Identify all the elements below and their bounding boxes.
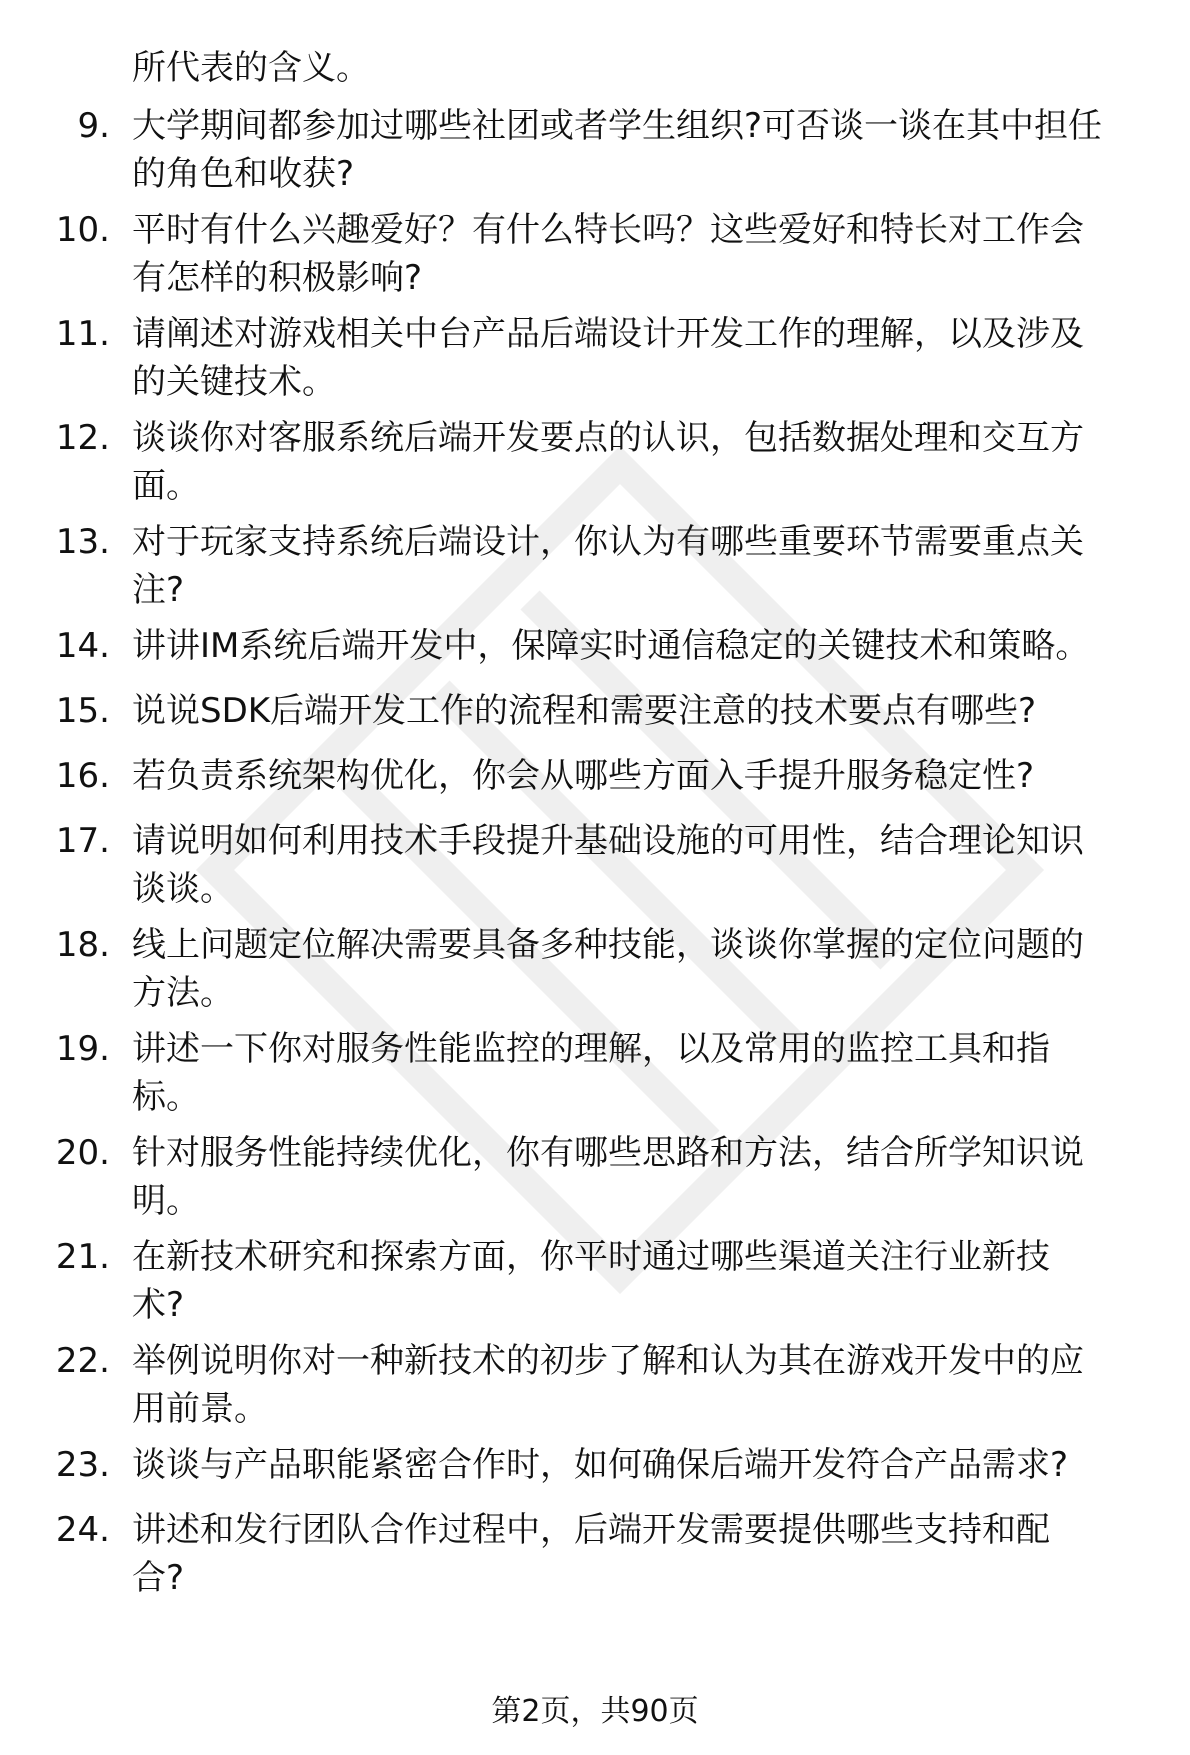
item-text-line: 举例说明你对一种新技术的初步了解和认为其在游戏开发中的应 — [132, 1341, 1084, 1381]
item-text — [132, 1506, 1162, 1602]
item-number: 17. — [55, 821, 110, 861]
item-text — [132, 1129, 1162, 1225]
item-text-line: 请阐述对游戏相关中台产品后端设计开发工作的理解，以及涉及 — [132, 314, 1084, 354]
item-text-line: 谈谈与产品职能紧密合作时，如何确保后端开发符合产品需求? — [132, 1445, 1069, 1485]
item-number: 11. — [55, 314, 110, 354]
item-text-line: 的角色和收获? — [132, 154, 355, 194]
item-number: 21. — [55, 1237, 110, 1277]
item-text — [132, 752, 1162, 800]
item-text — [132, 687, 1162, 735]
item-text-line: 方法。 — [132, 973, 234, 1013]
item-text — [132, 817, 1162, 913]
item-text-line: 谈谈你对客服系统后端开发要点的认识，包括数据处理和交互方 — [132, 418, 1084, 458]
item-number: 9. — [77, 106, 110, 146]
item-text-line: 注? — [132, 570, 185, 610]
item-text-line: 大学期间都参加过哪些社团或者学生组织?可否谈一谈在其中担任 — [132, 106, 1103, 146]
item-text-line: 线上问题定位解决需要具备多种技能，谈谈你掌握的定位问题的 — [132, 925, 1084, 965]
item-text — [132, 518, 1162, 614]
item-text-line: 术? — [132, 1285, 185, 1325]
item-text-line: 面。 — [132, 466, 200, 506]
item-number: 14. — [55, 626, 110, 666]
item-number: 13. — [55, 522, 110, 562]
item-text-line: 用前景。 — [132, 1389, 268, 1429]
item-text-line: 合? — [132, 1558, 185, 1598]
item-text-line: 请说明如何利用技术手段提升基础设施的可用性，结合理论知识 — [132, 821, 1084, 861]
item-number: 10. — [55, 210, 110, 250]
item-text-line: 明。 — [132, 1181, 200, 1221]
item-text-line: 在新技术研究和探索方面，你平时通过哪些渠道关注行业新技 — [132, 1237, 1050, 1277]
item-number: 20. — [55, 1133, 110, 1173]
continuation-text: 所代表的含义。 — [132, 48, 370, 88]
item-text — [132, 622, 1162, 670]
item-text-line: 标。 — [132, 1077, 200, 1117]
item-text — [132, 1025, 1162, 1121]
item-text-line: 若负责系统架构优化，你会从哪些方面入手提升服务稳定性? — [132, 756, 1035, 796]
item-text — [132, 310, 1162, 406]
item-number: 23. — [55, 1445, 110, 1485]
item-text-line: 讲述和发行团队合作过程中，后端开发需要提供哪些支持和配 — [132, 1510, 1050, 1550]
item-text-line: 谈谈。 — [132, 869, 234, 909]
item-text-line: 的关键技术。 — [132, 362, 336, 402]
item-number: 12. — [55, 418, 110, 458]
item-number: 15. — [55, 691, 110, 731]
item-number: 18. — [55, 925, 110, 965]
page-footer: 第2页，共90页 — [491, 1694, 699, 1729]
item-text — [132, 206, 1162, 302]
item-text — [132, 1337, 1162, 1433]
item-text — [132, 1233, 1162, 1329]
item-number: 16. — [55, 756, 110, 796]
item-text-line: 说说SDK后端开发工作的流程和需要注意的技术要点有哪些? — [132, 691, 1037, 731]
item-text-line: 平时有什么兴趣爱好？有什么特长吗？这些爱好和特长对工作会 — [132, 210, 1084, 250]
item-text — [132, 414, 1162, 510]
item-text-line: 讲讲IM系统后端开发中，保障实时通信稳定的关键技术和策略。 — [132, 626, 1090, 666]
item-text — [132, 921, 1162, 1017]
item-text — [132, 102, 1162, 198]
item-text-line: 针对服务性能持续优化，你有哪些思路和方法，结合所学知识说 — [132, 1133, 1084, 1173]
item-number: 19. — [55, 1029, 110, 1069]
item-text-line: 对于玩家支持系统后端设计，你认为有哪些重要环节需要重点关 — [132, 522, 1084, 562]
item-text — [132, 1441, 1162, 1489]
item-number: 24. — [55, 1510, 110, 1550]
item-text-line: 有怎样的积极影响? — [132, 258, 423, 298]
item-number: 22. — [55, 1341, 110, 1381]
item-text-line: 讲述一下你对服务性能监控的理解，以及常用的监控工具和指 — [132, 1029, 1050, 1069]
